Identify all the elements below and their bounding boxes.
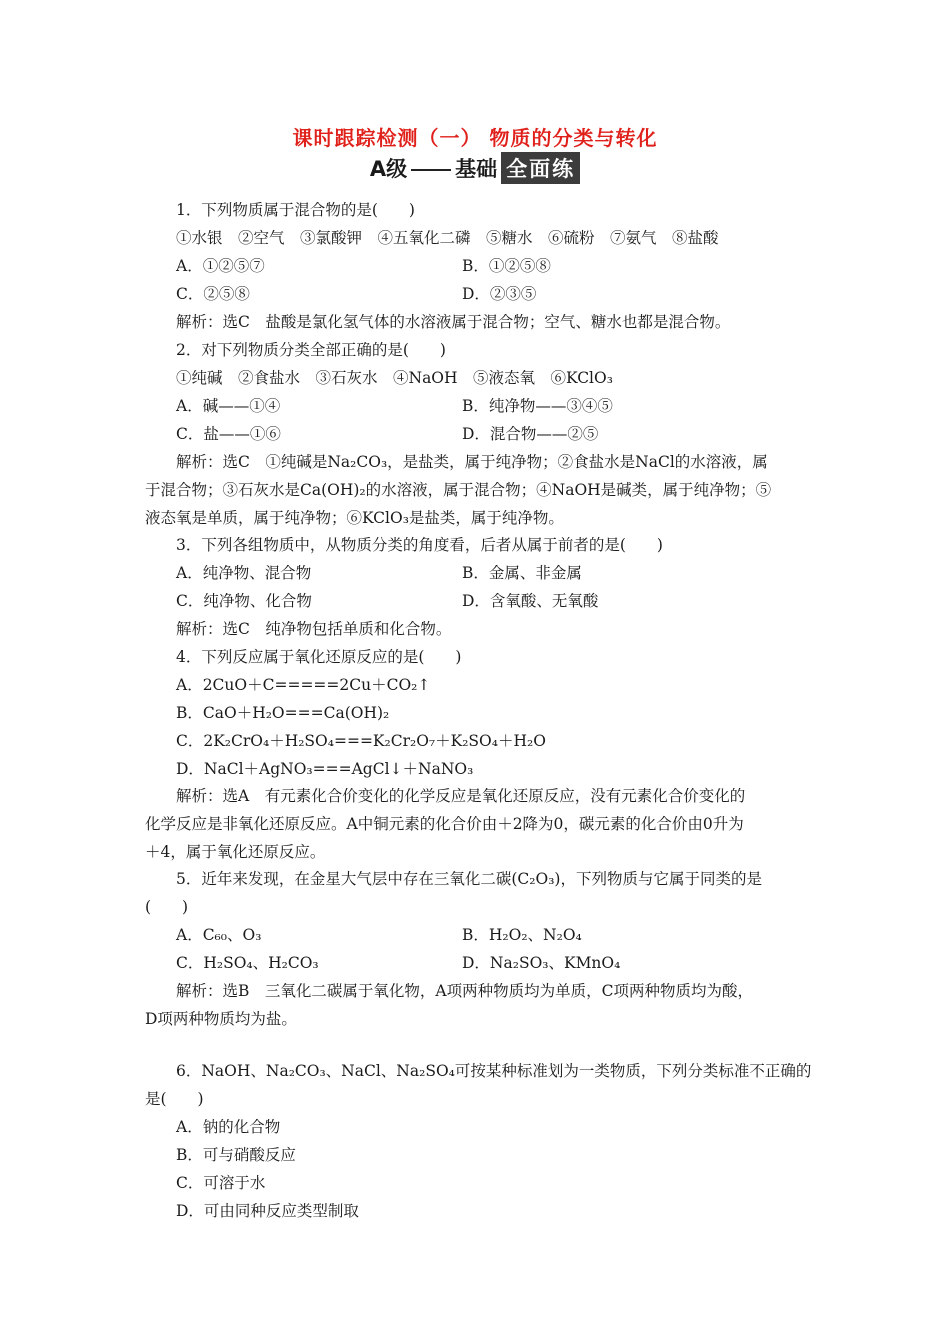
question-line: ①水银 ②空气 ③氯酸钾 ④五氧化二磷 ⑤糖水 ⑥硫粉 ⑦氨气 ⑧盐酸 xyxy=(176,229,719,247)
option-line: D．②③⑤ xyxy=(462,285,537,303)
option-line: A．钠的化合物 xyxy=(176,1118,281,1136)
option-line: B．可与硝酸反应 xyxy=(176,1146,296,1164)
level-box-label: 全面练 xyxy=(501,152,580,184)
option-line: B．CaO＋H₂O===Ca(OH)₂ xyxy=(176,704,390,722)
question-line: 3．下列各组物质中，从物质分类的角度看，后者从属于前者的是( ) xyxy=(176,536,663,554)
analysis-line: 解析：选C ①纯碱是Na₂CO₃，是盐类，属于纯净物；②食盐水是NaCl的水溶液，属 xyxy=(176,453,768,471)
question-line: 4．下列反应属于氧化还原反应的是( ) xyxy=(176,648,462,666)
option-line: D．Na₂SO₃、KMnO₄ xyxy=(462,954,621,972)
analysis-line: 解析：选C 盐酸是氯化氢气体的水溶液属于混合物；空气、糖水也都是混合物。 xyxy=(176,313,731,331)
question-line: 6．NaOH、Na₂CO₃、NaCl、Na₂SO₄可按某种标准划为一类物质，下列分类标准不正确的 xyxy=(176,1062,812,1080)
question-line: 5．近年来发现，在金星大气层中存在三氧化二碳(C₂O₃)，下列物质与它属于同类的是 xyxy=(176,870,762,888)
level-heading xyxy=(0,152,950,184)
question-line: 1．下列物质属于混合物的是( ) xyxy=(176,201,415,219)
option-line: B．金属、非金属 xyxy=(462,564,582,582)
option-line: C．2K₂CrO₄＋H₂SO₄===K₂Cr₂O₇＋K₂SO₄＋H₂O xyxy=(176,732,546,750)
question-line: 是( ) xyxy=(145,1090,204,1108)
option-line: A．2CuO＋C=====2Cu＋CO₂↑ xyxy=(176,676,431,694)
analysis-line: 解析：选B 三氧化二碳属于氧化物，A项两种物质均为单质，C项两种物质均为酸， xyxy=(176,982,753,1000)
question-line: ＋4，属于氧化还原反应。 xyxy=(145,843,326,861)
page-title: 课时跟踪检测（一） 物质的分类与转化 xyxy=(292,126,658,150)
option-line: C．②⑤⑧ xyxy=(176,285,250,303)
option-line: C．H₂SO₄、H₂CO₃ xyxy=(176,954,319,972)
option-line: D．混合物——②⑤ xyxy=(462,425,599,443)
option-line: B．H₂O₂、N₂O₄ xyxy=(462,926,582,944)
dash-divider xyxy=(411,169,451,171)
option-line: A．C₆₀、O₃ xyxy=(176,926,262,944)
question-line: 液态氧是单质，属于纯净物；⑥KClO₃是盐类，属于纯净物。 xyxy=(145,509,564,527)
option-line: D．含氧酸、无氧酸 xyxy=(462,592,599,610)
option-line: B．纯净物——③④⑤ xyxy=(462,397,613,415)
option-line: C．可溶于水 xyxy=(176,1174,266,1192)
question-line: 2．对下列物质分类全部正确的是( ) xyxy=(176,341,446,359)
analysis-line: 解析：选A 有元素化合价变化的化学反应是氧化还原反应，没有元素化合价变化的 xyxy=(176,787,746,805)
option-line: D．NaCl＋AgNO₃===AgCl↓＋NaNO₃ xyxy=(176,760,474,778)
level-prefix: A级 xyxy=(369,157,408,181)
question-line: ①纯碱 ②食盐水 ③石灰水 ④NaOH ⑤液态氧 ⑥KClO₃ xyxy=(176,369,613,387)
analysis-line: 解析：选C 纯净物包括单质和化合物。 xyxy=(176,620,452,638)
option-line: C．盐——①⑥ xyxy=(176,425,281,443)
option-line: B．①②⑤⑧ xyxy=(462,257,551,275)
option-line: A．纯净物、混合物 xyxy=(176,564,312,582)
option-line: A．碱——①④ xyxy=(176,397,281,415)
option-line: A．①②⑤⑦ xyxy=(176,257,265,275)
option-line: C．纯净物、化合物 xyxy=(176,592,312,610)
level-middle: 基础 xyxy=(455,157,498,181)
question-line: 于混合物；③石灰水是Ca(OH)₂的水溶液，属于混合物；④NaOH是碱类，属于纯净物；⑤ xyxy=(145,481,772,499)
question-line: ( ) xyxy=(145,898,189,916)
option-line: D．可由同种反应类型制取 xyxy=(176,1202,359,1220)
question-line: 化学反应是非氧化还原反应。A中铜元素的化合价由＋2降为0，碳元素的化合价由0升为 xyxy=(145,815,744,833)
question-line: D项两种物质均为盐。 xyxy=(145,1010,297,1028)
